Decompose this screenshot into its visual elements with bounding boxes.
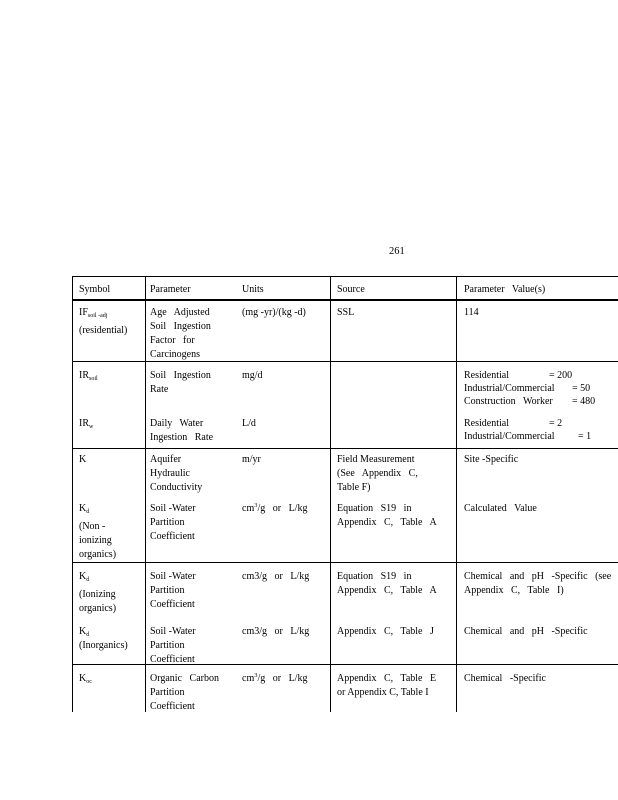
parameter-cell: Ingestion Rate xyxy=(150,432,214,443)
source-cell: Equation S19 in xyxy=(337,571,412,582)
value-number: = 50 xyxy=(572,383,591,394)
parameter-cell: Carcinogens xyxy=(150,349,200,360)
units-cell: $cm^3/g$ or L/kg xyxy=(242,502,308,514)
parameter-cell: Soil -Water xyxy=(150,626,196,637)
symbol-note: organics) xyxy=(79,603,117,614)
value-cell: Appendix C, Table I) xyxy=(464,585,564,596)
header-value: Parameter Value(s) xyxy=(464,284,546,295)
col-border-0 xyxy=(72,276,73,712)
table-top-border xyxy=(72,276,618,277)
source-cell: Field Measurement xyxy=(337,454,415,465)
symbol-cell: $IF_{soil -adj}$ xyxy=(79,307,108,319)
col-border-4 xyxy=(456,276,457,712)
source-cell: Appendix C, Table A xyxy=(337,517,437,528)
symbol-note: (Inorganics) xyxy=(79,640,128,651)
parameter-cell: Soil -Water xyxy=(150,571,196,582)
symbol-cell: $K_d$ xyxy=(79,571,90,583)
units-cell: cm3/g or L/kg xyxy=(242,626,310,637)
symbol-cell: $IR_w$ xyxy=(79,418,94,430)
value-cell: Chemical -Specific xyxy=(464,673,546,684)
col-border-1 xyxy=(145,276,146,712)
value-cell: 114 xyxy=(464,307,479,318)
parameter-cell: Coefficient xyxy=(150,701,195,712)
units-cell: cm3/g or L/kg xyxy=(242,571,310,582)
value-cell: Chemical and pH -Specific xyxy=(464,626,588,637)
header-symbol: Symbol xyxy=(79,284,111,295)
parameter-cell: Coefficient xyxy=(150,599,195,610)
value-number: = 480 xyxy=(572,396,596,407)
parameter-cell: Daily Water xyxy=(150,418,204,429)
source-cell: Appendix C, Table J xyxy=(337,626,434,637)
parameter-cell: Partition xyxy=(150,585,185,596)
parameter-cell: Conductivity xyxy=(150,482,203,493)
parameter-cell: Soil Ingestion xyxy=(150,321,211,332)
source-cell: Table F) xyxy=(337,482,371,493)
value-cell: Calculated Value xyxy=(464,503,537,514)
symbol-cell: $IR_{soil}$ xyxy=(79,370,98,382)
symbol-cell: $K_d$ xyxy=(79,503,90,515)
units-cell: L/d xyxy=(242,418,256,429)
parameter-cell: Rate xyxy=(150,384,169,395)
header-bottom-border xyxy=(72,299,618,301)
source-cell: Appendix C, Table E xyxy=(337,673,437,684)
parameter-cell: Partition xyxy=(150,640,185,651)
units-cell: $cm^3/g$ or L/kg xyxy=(242,672,308,684)
parameter-cell: Coefficient xyxy=(150,654,195,665)
page-number: 261 xyxy=(389,246,405,257)
value-number: = 2 xyxy=(549,418,563,429)
units-cell: m/yr xyxy=(242,454,261,465)
symbol-note: ionizing xyxy=(79,535,112,546)
parameter-table xyxy=(72,276,618,712)
value-label: Construction Worker xyxy=(464,396,553,407)
header-source: Source xyxy=(337,284,365,295)
parameter-cell: Coefficient xyxy=(150,531,195,542)
parameter-cell: Partition xyxy=(150,687,185,698)
source-cell: (See Appendix C, xyxy=(337,468,418,479)
source-cell: Equation S19 in xyxy=(337,503,412,514)
symbol-note: (Non - xyxy=(79,521,106,532)
symbol-note: organics) xyxy=(79,549,117,560)
value-number: = 1 xyxy=(578,431,592,442)
value-label: Industrial/Commercial xyxy=(464,431,555,442)
source-cell: Appendix C, Table A xyxy=(337,585,437,596)
symbol-note: (Ionizing xyxy=(79,589,116,600)
value-label: Residential xyxy=(464,418,509,429)
parameter-cell: Organic Carbon xyxy=(150,673,219,684)
parameter-cell: Age Adjusted xyxy=(150,307,210,318)
parameter-cell: Aquifer xyxy=(150,454,182,465)
row-divider-2 xyxy=(72,448,618,449)
value-cell: Site -Specific xyxy=(464,454,519,465)
parameter-cell: Factor for xyxy=(150,335,195,346)
symbol-cell: $K_d$ xyxy=(79,626,90,638)
symbol-note: (residential) xyxy=(79,325,128,336)
parameter-cell: Hydraulic xyxy=(150,468,190,479)
source-cell: or Appendix C, Table I xyxy=(337,687,429,698)
symbol-cell: K xyxy=(79,454,87,465)
source-cell: SSL xyxy=(337,307,355,318)
parameter-cell: Partition xyxy=(150,517,185,528)
parameter-cell: Soil Ingestion xyxy=(150,370,211,381)
header-parameter: Parameter xyxy=(150,284,191,295)
col-border-3 xyxy=(330,276,331,712)
header-units: Units xyxy=(242,284,264,295)
row-divider-3 xyxy=(72,562,618,563)
value-cell: Chemical and pH -Specific (see xyxy=(464,571,612,582)
units-cell: mg/d xyxy=(242,370,263,381)
units-cell: (mg -yr)/(kg -d) xyxy=(242,307,306,318)
parameter-cell: Soil -Water xyxy=(150,503,196,514)
value-label: Residential xyxy=(464,370,509,381)
symbol-cell: $K_{oc}$ xyxy=(79,673,92,685)
value-label: Industrial/Commercial xyxy=(464,383,555,394)
value-number: = 200 xyxy=(549,370,573,381)
